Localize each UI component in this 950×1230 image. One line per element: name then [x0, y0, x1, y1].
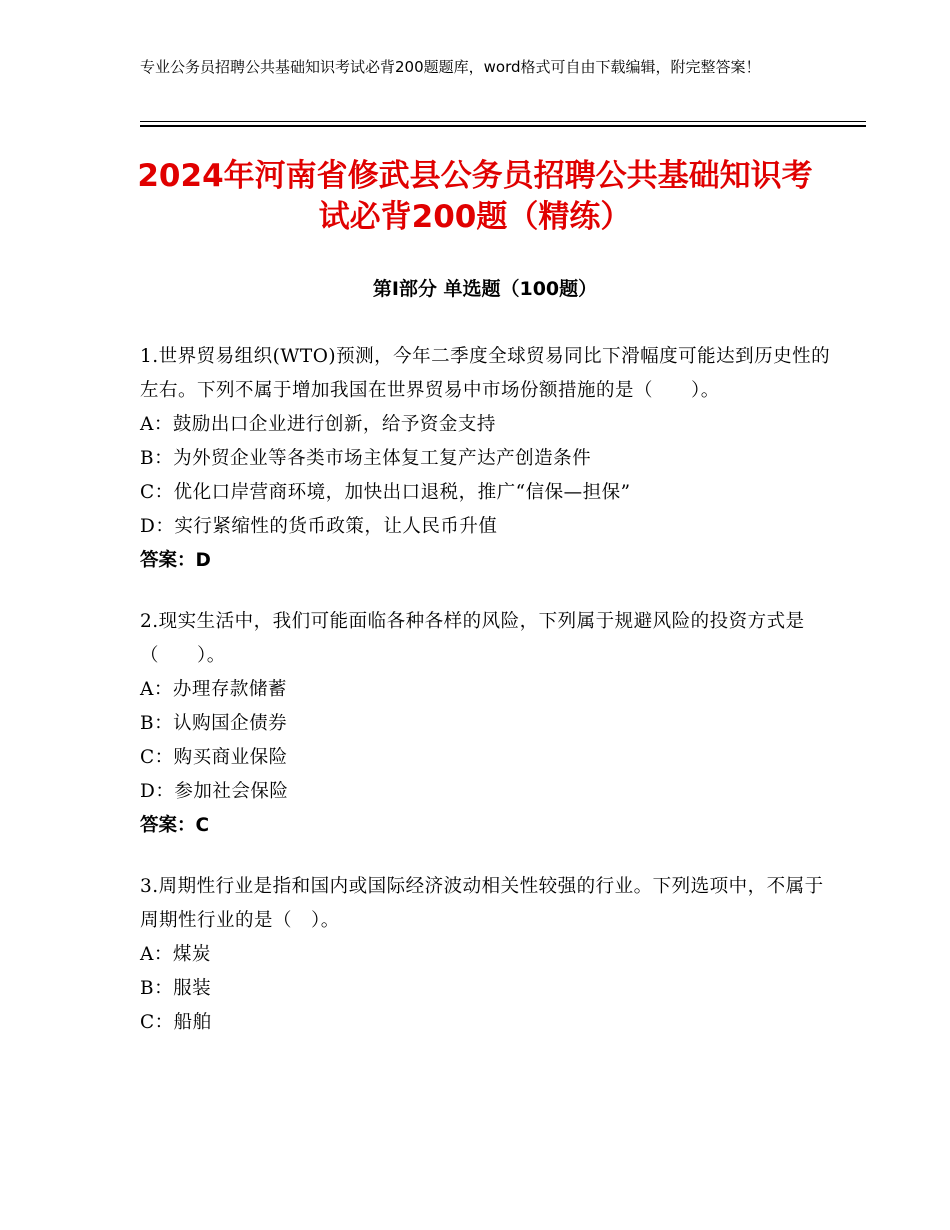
option-a: A：煤炭 — [140, 944, 211, 965]
option-c: C：优化口岸营商环境，加快出口退税，推广“信保—担保” — [140, 482, 631, 503]
header-note: 专业公务员招聘公共基础知识考试必背200题题库，word格式可自由下载编辑，附完整答案！ — [140, 58, 761, 76]
option-b: B：为外贸企业等各类市场主体复工复产达产创造条件 — [140, 448, 592, 469]
option-b: B：认购国企债券 — [140, 713, 288, 734]
option-a: A：鼓励出口企业进行创新，给予资金支持 — [140, 414, 496, 435]
question-stem: 3.周期性行业是指和国内或国际经济波动相关性较强的行业。下列选项中，不属于周期性行业的是（ ）。 — [140, 876, 824, 931]
option-c: C：船舶 — [140, 1012, 212, 1033]
header-divider-thick — [140, 125, 866, 127]
question-stem: 2.现实生活中，我们可能面临各种各样的风险，下列属于规避风险的投资方式是（ ）。 — [140, 611, 805, 666]
option-c: C：购买商业保险 — [140, 747, 288, 768]
answer-label: 答案：D — [140, 550, 211, 571]
question-1 — [140, 340, 840, 578]
question-2 — [140, 605, 840, 843]
document-title: 2024年河南省修武县公务员招聘公共基础知识考试必背200题（精练） — [137, 158, 813, 235]
option-a: A：办理存款储蓄 — [140, 679, 287, 700]
option-d: D：参加社会保险 — [140, 781, 289, 802]
answer-label: 答案：C — [140, 815, 210, 836]
question-list — [140, 340, 840, 1067]
section-heading: 第Ⅰ部分 单选题（100题） — [372, 278, 598, 300]
question-stem: 1.世界贸易组织(WTO)预测，今年二季度全球贸易同比下滑幅度可能达到历史性的左右。下列不属于增加我国在世界贸易中市场份额措施的是（ ）。 — [140, 346, 831, 401]
option-d: D：实行紧缩性的货币政策，让人民币升值 — [140, 516, 498, 537]
question-3 — [140, 870, 840, 1040]
header-divider-thin — [140, 121, 866, 122]
option-b: B：服装 — [140, 978, 212, 999]
